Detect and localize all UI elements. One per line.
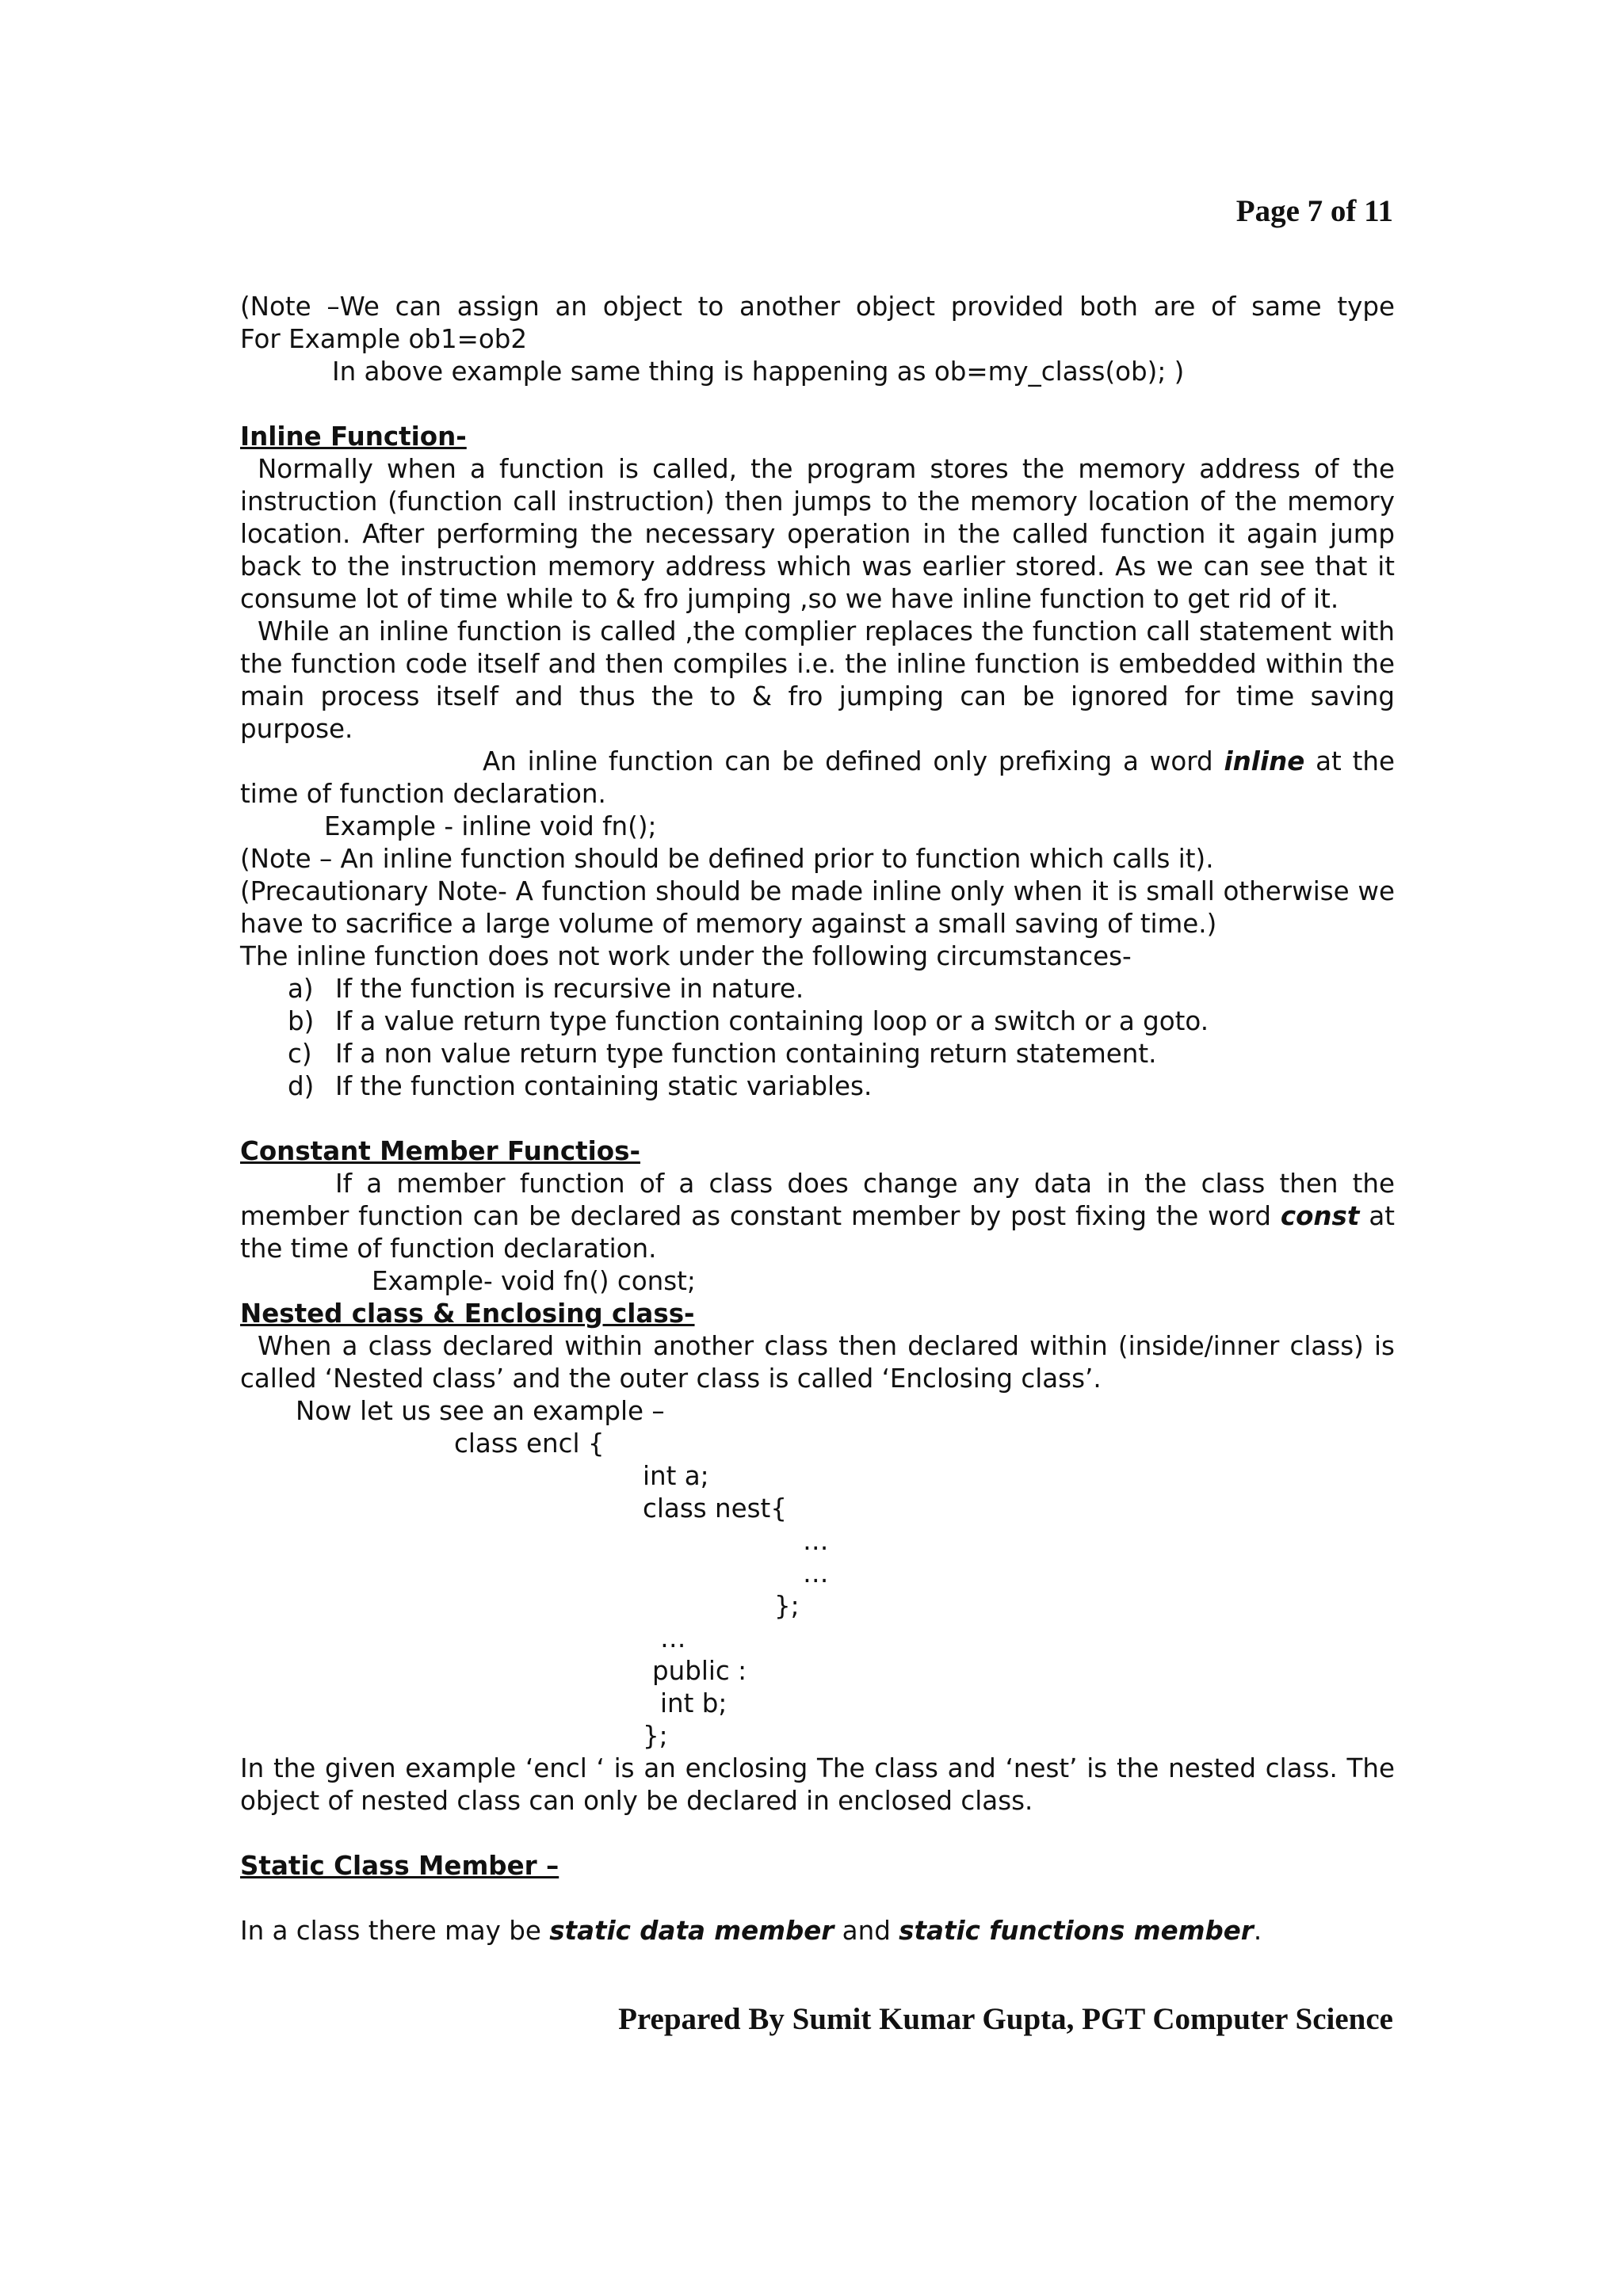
spacer [240,1882,1395,1915]
keyword-const: const [1280,1201,1360,1231]
code-line: … [803,1558,829,1589]
constant-example: Example- void fn() const; [372,1266,696,1296]
static-text-end: . [1253,1916,1262,1946]
code-line: class encl { [454,1428,605,1459]
code-line: … [803,1526,829,1556]
nested-explanation: In the given example ‘encl ‘ is an enclosing The class and ‘nest’ is the nested class. The object of nested class can only be declared in enclosed class. [240,1753,1395,1816]
code-line: int a; [643,1461,709,1491]
list-marker: b) [288,1006,315,1036]
spacer [240,1817,1395,1850]
heading-inline-function: Inline Function- [240,421,467,452]
code-line: }; [643,1721,668,1751]
constant-paragraph [240,1168,1395,1265]
list-marker: a) [288,974,314,1004]
term-static-functions-member: static functions member [899,1916,1254,1946]
inline-note: (Note – An inline function should be defined prior to function which calls it). [240,844,1214,874]
list-item [240,1038,1395,1070]
list-item [240,1070,1395,1103]
inline-paragraph-3-tail: at the time of function declaration. [240,746,1395,809]
spacer [240,388,1395,421]
code-line: … [660,1623,686,1653]
heading-constant-member: Constant Member Functios- [240,1136,640,1166]
spacer [240,1103,1395,1135]
code-line: public : [652,1656,747,1686]
static-text-mid: and [834,1916,899,1946]
code-line: }; [774,1591,800,1621]
page-number: Page 7 of 11 [1235,194,1393,228]
list-item [240,973,1395,1005]
list-item-text: If the function is recursive in nature. [335,974,804,1004]
nested-paragraph: When a class declared within another class then declared within (inside/inner class) is called ‘Nested class’ and the outer class is called ‘Enclosing class’. [240,1331,1395,1394]
static-paragraph [240,1915,1395,1947]
circumstances-list [240,973,1395,1103]
inline-example: Example - inline void fn(); [324,811,657,841]
term-static-data-member: static data member [549,1916,834,1946]
code-line: int b; [660,1688,727,1718]
precautionary-note: (Precautionary Note- A function should be made inline only when it is small otherwise we have to sacrifice a large volume of memory against a small saving of time.) [240,876,1395,939]
nested-example-intro: Now let us see an example – [296,1396,665,1426]
note-line-2: For Example ob1=ob2 [240,324,528,354]
constant-paragraph-text: If a member function of a class does change any data in the class then the member function can be declared as constant member by post fixing the word [240,1169,1395,1231]
heading-static-member: Static Class Member – [240,1851,559,1881]
footer-credit: Prepared By Sumit Kumar Gupta, PGT Computer Science [618,2002,1393,2036]
inline-paragraph-3 [240,746,1395,810]
list-item-text: If a value return type function containing loop or a switch or a goto. [335,1006,1209,1036]
inline-paragraph-2: While an inline function is called ,the complier replaces the function call statement with the function code itself and then compiles i.e. the inline function is embedded within the main process itself and thus the to & fro jumping can be ignored for time saving purpose. [240,616,1395,744]
list-marker: c) [288,1039,312,1069]
circumstances-intro: The inline function does not work under the following circumstances- [240,941,1132,971]
list-marker: d) [288,1071,315,1101]
list-item-text: If a non value return type function containing return statement. [335,1039,1157,1069]
list-item-text: If the function containing static variables. [335,1071,873,1101]
keyword-inline: inline [1224,746,1305,776]
heading-nested-class: Nested class & Enclosing class- [240,1299,695,1329]
code-example [240,1428,1395,1753]
list-item [240,1005,1395,1038]
inline-paragraph-1: Normally when a function is called, the program stores the memory address of the instruction (function call instruction) then jumps to the memory location of the memory location. After performing the necessary operation in the called function it again jump back to the instruction memory address which was earlier stored. As we can see that it consume lot of time while to & fro jumping ,so we have inline function to get rid of it. [240,454,1395,614]
inline-paragraph-3-text: An inline function can be defined only prefixing a word [483,746,1224,776]
page-content [240,291,1395,1947]
note-line-3: In above example same thing is happening as ob=my_class(ob); ) [332,357,1185,387]
static-text: In a class there may be [240,1916,550,1946]
code-line: class nest{ [643,1493,787,1524]
note-line-1: (Note –We can assign an object to another object provided both are of same type [240,292,1395,322]
constant-paragraph-tail: at the time of function declaration. [240,1201,1395,1264]
